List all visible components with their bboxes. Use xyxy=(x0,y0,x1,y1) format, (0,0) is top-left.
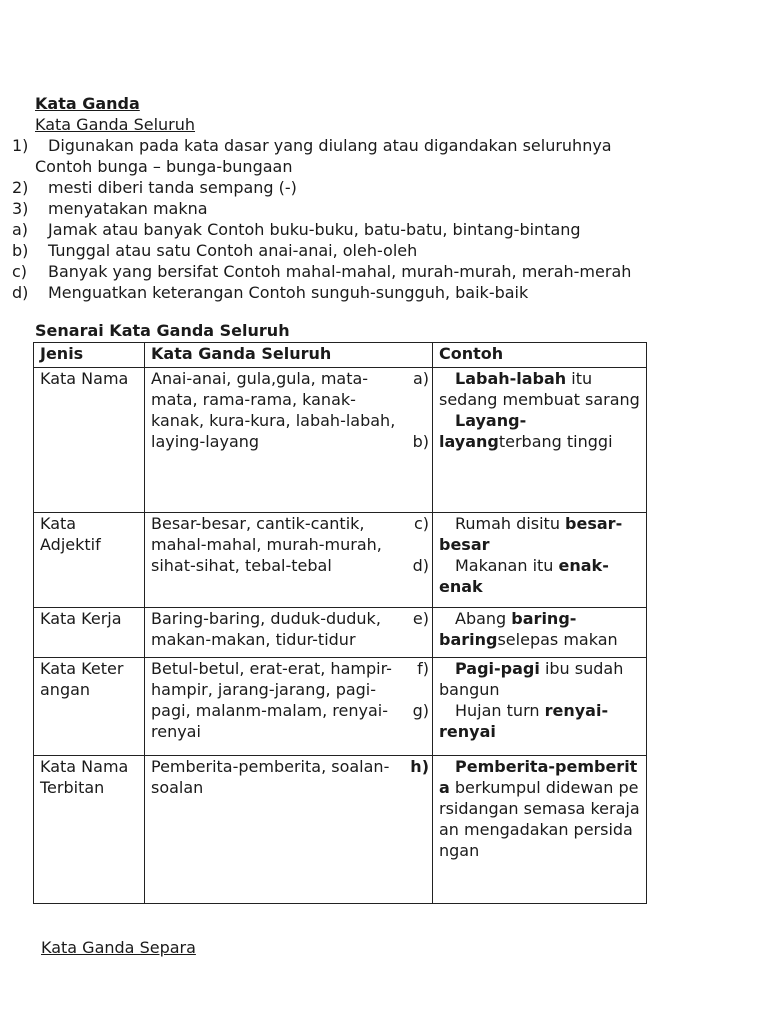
example-h xyxy=(439,756,640,861)
cell-kata xyxy=(145,368,433,513)
example-text: Abang xyxy=(455,609,512,628)
cell-contoh xyxy=(433,608,647,658)
list-marker: d) xyxy=(12,283,29,302)
list-marker: 2) xyxy=(12,178,29,197)
list-text: menyatakan makna xyxy=(48,199,208,218)
example-text: Rumah disitu xyxy=(455,514,566,533)
example-c xyxy=(439,513,640,555)
table-row xyxy=(34,513,647,608)
marker-b: b) xyxy=(412,432,429,451)
list-marker: 3) xyxy=(12,199,29,218)
marker-f: f) xyxy=(417,659,429,678)
marker-h: h) xyxy=(410,757,429,776)
cell-kata-text: Betul-betul, erat-erat, hampir-hampir, jarang-jarang, pagi-pagi, malanm-malam, renyai-renyai xyxy=(151,659,392,741)
cell-jenis: Kata Kerja xyxy=(34,608,145,658)
section-subtitle: Kata Ganda Seluruh xyxy=(35,115,196,134)
example-text: ibu sudah bangun xyxy=(439,659,624,699)
example-keyword: enak-enak xyxy=(439,556,609,596)
list-text: mesti diberi tanda sempang (-) xyxy=(48,178,297,197)
list-marker: c) xyxy=(12,262,28,281)
example-keyword: Layang-layang xyxy=(439,411,527,451)
list-text: Banyak yang bersifat Contoh mahal-mahal, murah-murah, merah-merah xyxy=(48,262,632,281)
list-marker: a) xyxy=(12,220,29,239)
cell-jenis-text: Kata Keterangan xyxy=(40,659,124,699)
example-text: Makanan itu xyxy=(455,556,559,575)
cell-contoh xyxy=(433,368,647,513)
cell-jenis: Kata Nama xyxy=(34,368,145,513)
example-text: selepas makan xyxy=(497,630,618,649)
table-row xyxy=(34,658,647,756)
example-keyword: Pemberita-pemberita xyxy=(439,757,638,797)
table-title: Senarai Kata Ganda Seluruh xyxy=(35,321,290,340)
list-text: Digunakan pada kata dasar yang diulang atau digandakan seluruhnya xyxy=(48,136,612,155)
example-keyword: Labah-labah xyxy=(455,369,567,388)
example-keyword: renyai-renyai xyxy=(439,701,609,741)
cell-kata xyxy=(145,658,433,756)
example-keyword: baring-baring xyxy=(439,609,577,649)
table-row xyxy=(34,756,647,904)
cell-kata-text: Baring-baring, duduk-duduk, makan-makan, tidur-tidur xyxy=(151,609,381,649)
table-header-row xyxy=(34,343,647,368)
cell-jenis-text: Kata Nama Terbitan xyxy=(40,757,129,797)
cell-kata-text: Pemberita-pemberita, soalan-soalan xyxy=(151,757,390,797)
kata-ganda-table xyxy=(33,342,647,904)
example-b xyxy=(439,410,640,452)
list-text: Menguatkan keterangan Contoh sunguh-sungguh, baik-baik xyxy=(48,283,529,302)
example-e xyxy=(439,608,640,650)
cell-jenis xyxy=(34,756,145,904)
cell-jenis xyxy=(34,513,145,608)
table-row xyxy=(34,368,647,513)
marker-a: a) xyxy=(412,369,429,388)
list-text: Jamak atau banyak Contoh buku-buku, batu-batu, bintang-bintang xyxy=(48,220,581,239)
column-header-jenis: Jenis xyxy=(34,343,145,368)
page-title: Kata Ganda xyxy=(35,94,140,113)
example-f xyxy=(439,658,640,700)
example-text: terbang tinggi xyxy=(498,432,613,451)
cell-contoh xyxy=(433,756,647,904)
cell-jenis xyxy=(34,658,145,756)
cell-kata xyxy=(145,756,433,904)
example-text: berkumpul didewan persidangan semasa kerajaan mengadakan persidangan xyxy=(439,778,640,860)
example-text: itu sedang membuat sarang xyxy=(439,369,640,409)
list-text: Tunggal atau satu Contoh anai-anai, oleh-oleh xyxy=(48,241,418,260)
marker-d: d) xyxy=(412,556,429,575)
example-g xyxy=(439,700,640,742)
example-d xyxy=(439,555,640,597)
list-text: Contoh bunga – bunga-bungaan xyxy=(35,157,293,176)
table-row xyxy=(34,608,647,658)
list-item xyxy=(35,156,292,177)
section-heading-separa: Kata Ganda Separa xyxy=(41,938,196,957)
example-keyword: Pagi-pagi xyxy=(455,659,540,678)
cell-kata xyxy=(145,513,433,608)
list-marker: b) xyxy=(12,241,29,260)
marker-e: e) xyxy=(412,609,429,628)
marker-c: c) xyxy=(413,514,429,533)
marker-g: g) xyxy=(412,701,429,720)
cell-kata-text: Anai-anai, gula,gula, mata-mata, rama-rama, kanak-kanak, kura-kura, labah-labah, laying-layang xyxy=(151,369,396,451)
cell-kata xyxy=(145,608,433,658)
cell-kata-text: Besar-besar, cantik-cantik, mahal-mahal, murah-murah, sihat-sihat, tebal-tebal xyxy=(151,514,382,575)
example-a xyxy=(439,368,640,410)
column-header-contoh: Contoh xyxy=(433,343,647,368)
cell-contoh xyxy=(433,513,647,608)
list-marker: 1) xyxy=(12,136,29,155)
cell-jenis-text: Kata Adjektif xyxy=(40,514,101,554)
column-header-kata-ganda: Kata Ganda Seluruh xyxy=(145,343,433,368)
example-text: Hujan turn xyxy=(455,701,545,720)
cell-contoh xyxy=(433,658,647,756)
example-keyword: besar-besar xyxy=(439,514,623,554)
